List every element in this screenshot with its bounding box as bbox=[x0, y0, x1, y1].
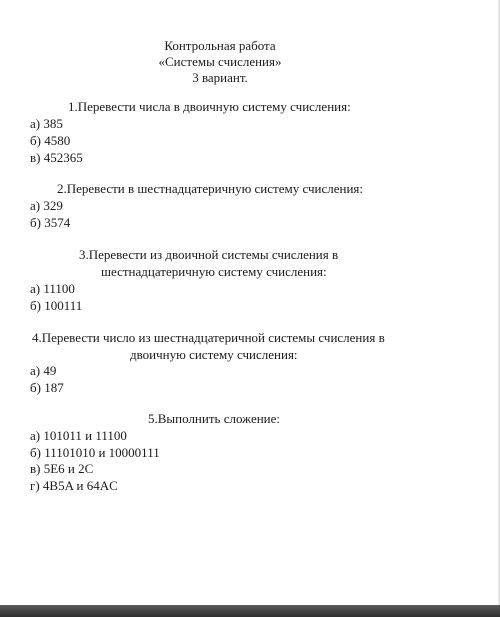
page-bottom-shadow bbox=[0, 605, 500, 617]
task-3-heading-line-1: 3.Перевести из двоичной системы счисления в bbox=[79, 247, 339, 262]
task-1-item-a: а) 385 bbox=[30, 116, 63, 131]
task-1-heading: 1.Перевести числа в двоичную систему счисления: bbox=[68, 99, 351, 114]
task-5-heading: 5.Выполнить сложение: bbox=[148, 411, 281, 426]
document-title: Контрольная работа bbox=[164, 38, 276, 53]
task-4-item-b: б) 187 bbox=[30, 380, 64, 395]
title-block bbox=[0, 37, 440, 85]
task-5-item-b: б) 11101010 и 10000111 bbox=[30, 445, 160, 460]
task-2-item-b: б) 3574 bbox=[30, 215, 71, 230]
task-1-item-b: б) 4580 bbox=[30, 133, 71, 148]
task-5-item-c: в) 5E6 и 2C bbox=[30, 461, 94, 476]
task-2-item-a: а) 329 bbox=[30, 198, 63, 213]
document-subject: «Системы счисления» bbox=[158, 54, 282, 69]
task-3-item-b: б) 100111 bbox=[30, 298, 83, 313]
task-4-heading-line-1: 4.Перевести число из шестнадцатеричной системы счисления в bbox=[32, 330, 385, 345]
task-3-item-a: а) 11100 bbox=[30, 281, 75, 296]
task-3-heading-line-2: шестнадцатеричную систему счисления: bbox=[101, 264, 327, 279]
task-5-item-a: а) 101011 и 11100 bbox=[30, 428, 127, 443]
task-4-heading-line-2: двоичную систему счисления: bbox=[130, 347, 298, 362]
document-variant: 3 вариант. bbox=[192, 70, 248, 85]
task-1-item-c: в) 452365 bbox=[30, 150, 83, 165]
task-2-heading: 2.Перевести в шестнадцатеричную систему счисления: bbox=[57, 181, 363, 196]
task-4-item-a: а) 49 bbox=[30, 363, 57, 378]
task-5-item-d: г) 4B5A и 64AC bbox=[30, 478, 118, 493]
